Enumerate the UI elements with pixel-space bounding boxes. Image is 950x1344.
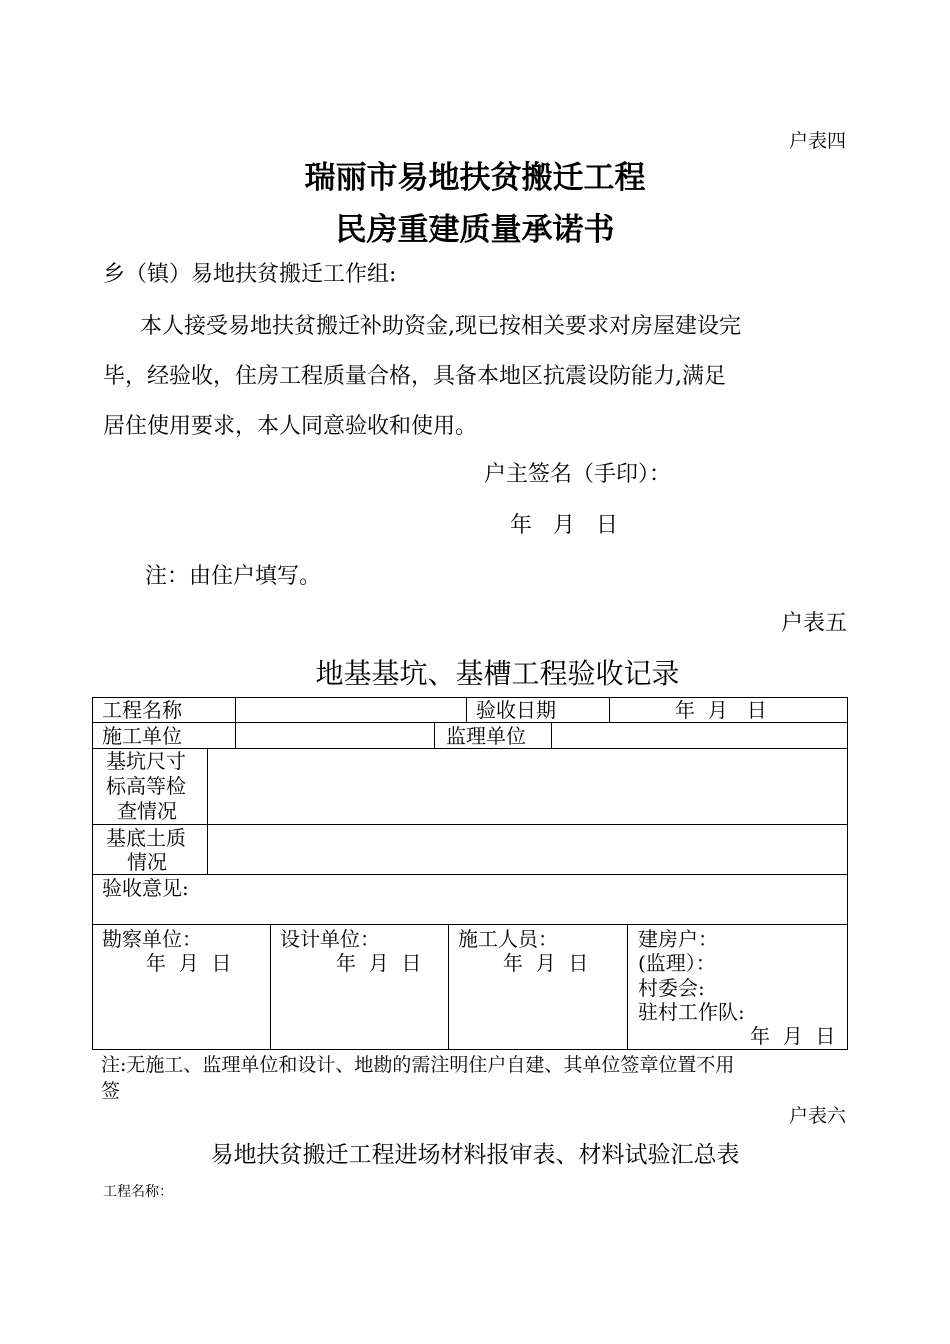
table-rule [92,722,848,723]
table-rule [627,924,628,1050]
table-rule [207,748,208,874]
village-committee-label: 村委会: [638,976,705,1000]
pit-check-label: 查情况 [117,799,177,823]
design-unit-label: 设计单位： [280,927,380,951]
form4-date: 年 月 日 [510,513,618,538]
survey-unit-label: 勘察单位： [102,927,202,951]
form5-label: 户表五 [780,611,847,636]
table-rule [466,697,467,722]
form4-title-line2: 民房重建质量承诺书 [335,212,615,248]
form5-title: 地基基坑、基槽工程验收记录 [315,657,680,690]
table-rule [92,748,848,749]
table-rule [270,924,271,1050]
form4-body-line: 本人接受易地扶贫搬迁补助资金,现已按相关要求对房屋建设完 [140,314,741,339]
table-rule [551,722,552,748]
table-rule [235,697,236,748]
form6-project-name-label: 工程名称： [103,1184,173,1200]
acceptance-date-value: 年 月 日 [675,698,767,722]
supervision-unit-label: 监理单位 [446,724,526,748]
construction-staff-date: 年 月 日 [503,951,589,975]
form6-label: 户表六 [788,1105,846,1127]
form5-note-line: 注:无施工、监理单位和设计、地勘的需注明住户自建、其单位签章位置不用 [101,1054,735,1076]
form4-label: 户表四 [788,130,846,152]
soil-condition-label: 基底土质 [106,826,186,850]
design-unit-date: 年 月 日 [336,951,422,975]
soil-condition-label: 情况 [127,850,167,874]
owner-label: 建房户： [638,927,718,951]
acceptance-date-label: 验收日期 [476,698,556,722]
project-name-label: 工程名称 [102,698,182,722]
form4-body-line: 居住使用要求，本人同意验收和使用。 [103,414,478,439]
construction-unit-label: 施工单位 [102,724,182,748]
form4-note: 注：由住户填写。 [145,564,322,589]
form4-body-line: 毕，经验收，住房工程质量合格，具备本地区抗震设防能力,满足 [103,364,726,389]
work-team-label: 驻村工作队: [638,1000,745,1024]
work-team-date: 年 月 日 [750,1024,836,1048]
table-rule [92,824,848,825]
table-rule [609,697,610,722]
table-rule [92,924,848,925]
pit-check-label: 基坑尺寸 [106,749,186,773]
form4-title-line1: 瑞丽市易地扶贫搬迁工程 [304,160,646,196]
acceptance-opinion-label: 验收意见: [102,876,189,900]
construction-staff-label: 施工人员： [458,927,558,951]
table-border-left [92,697,93,1050]
form4-signature: 户主签名（手印）： [484,462,672,487]
form4-salutation: 乡（镇）易地扶贫搬迁工作组: [103,262,397,287]
form6-title: 易地扶贫搬迁工程进场材料报审表、材料试验汇总表 [210,1142,740,1168]
owner-sub-label: (监理）： [638,951,716,975]
pit-check-label: 标高等检 [106,774,186,798]
form5-note-line: 签 [101,1080,121,1102]
table-rule [92,874,848,875]
table-rule [448,924,449,1050]
survey-unit-date: 年 月 日 [146,951,232,975]
table-border-right [847,697,848,1050]
table-rule [434,722,435,748]
